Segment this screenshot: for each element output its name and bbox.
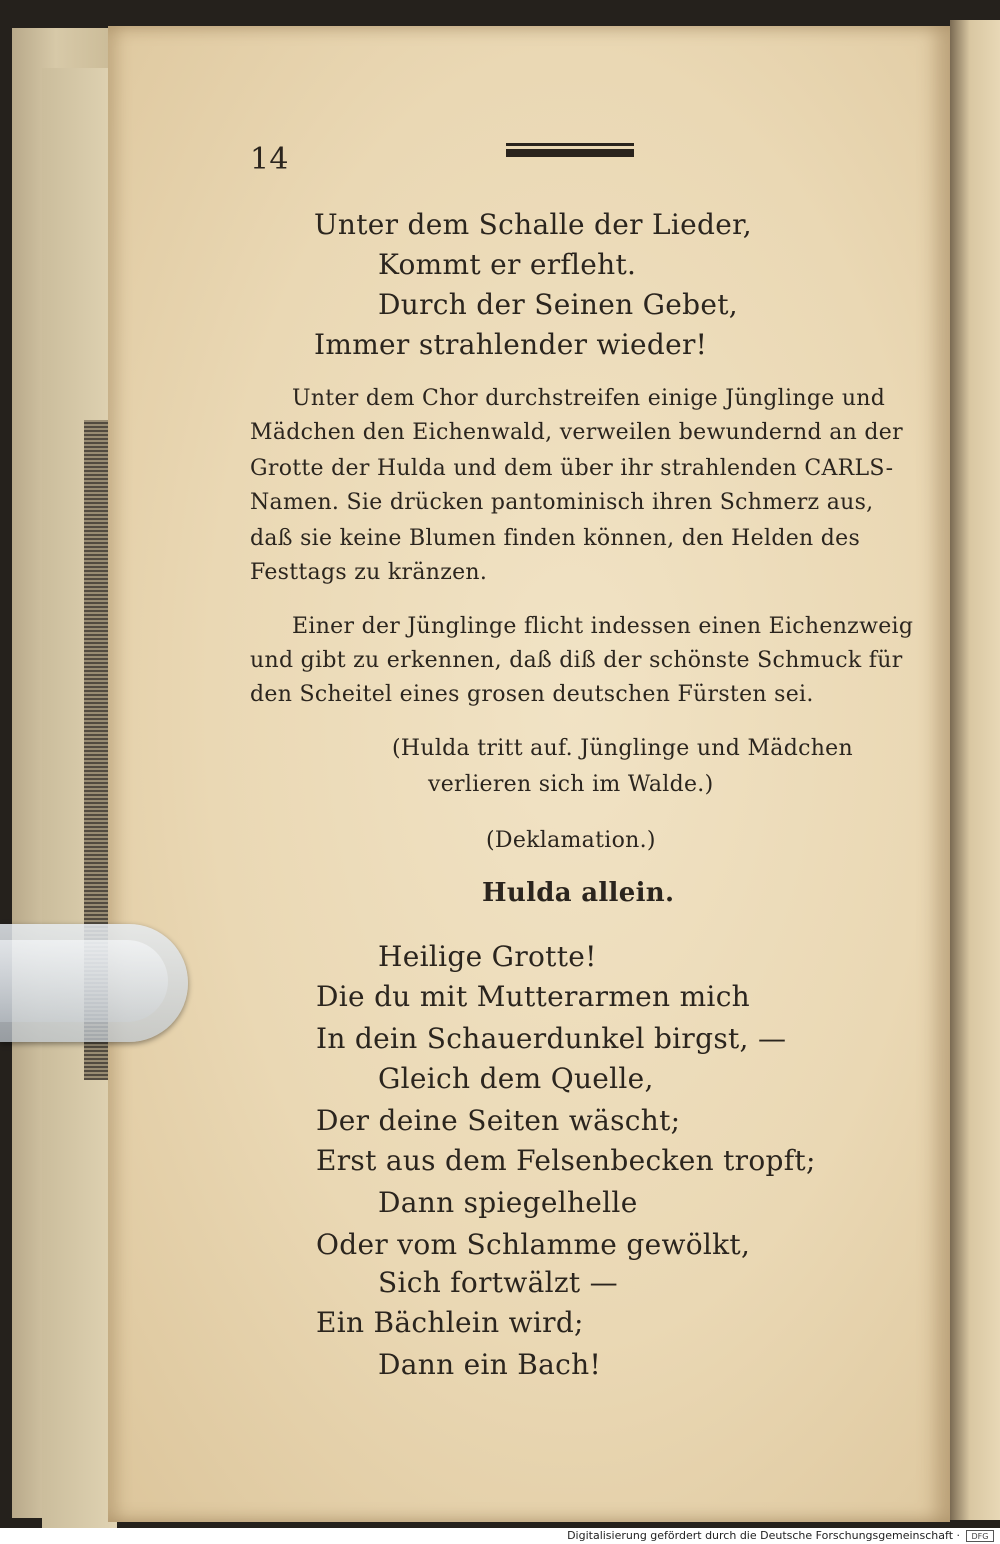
verse-line: Sich fortwälzt —	[378, 1266, 618, 1299]
speaker-heading: Hulda allein.	[482, 878, 675, 908]
verse-line: Die du mit Mutterarmen mich	[316, 980, 751, 1013]
header-rule	[506, 143, 634, 157]
entrance-note-line: verlieren sich im Walde.)	[428, 772, 714, 797]
facing-page-edge	[950, 20, 1000, 1520]
stage-direction-line: Grotte der Hulda und dem über ihr strahlenden CARLS-	[250, 456, 894, 481]
verse-line: Oder vom Schlamme gewölkt,	[316, 1228, 751, 1261]
verse-line: Heilige Grotte!	[378, 940, 597, 973]
stage-direction-line: Unter dem Chor durchstreifen einige Jünglinge und	[292, 386, 886, 411]
deklamation-label: (Deklamation.)	[486, 828, 656, 853]
stage-direction-line: Namen. Sie drücken pantominisch ihren Schmerz aus,	[250, 490, 874, 515]
verse-line: Kommt er erfleht.	[378, 248, 637, 281]
stage-direction-line: den Scheitel eines grosen deutschen Fürsten sei.	[250, 682, 814, 707]
stage-direction-line: und gibt zu erkennen, daß diß der schönste Schmuck für	[250, 648, 903, 673]
stage-direction-line: daß sie keine Blumen finden können, den Helden des	[250, 526, 861, 551]
stage-direction-line: Mädchen den Eichenwald, verweilen bewundernd an der	[250, 420, 903, 445]
stage-direction-line: Festtags zu kränzen.	[250, 560, 488, 585]
footer-credit: Digitalisierung gefördert durch die Deutsche Forschungsgemeinschaft ·	[567, 1529, 960, 1542]
verse-line: Dann ein Bach!	[378, 1348, 602, 1381]
entrance-note-line: (Hulda tritt auf. Jünglinge und Mädchen	[392, 736, 853, 761]
verse-line: Immer strahlender wieder!	[314, 328, 708, 361]
page-holder-clip	[0, 924, 188, 1042]
verse-line: Gleich dem Quelle,	[378, 1062, 654, 1095]
verse-line: Der deine Seiten wäscht;	[316, 1104, 681, 1137]
verse-line: Dann spiegelhelle	[378, 1186, 638, 1219]
verse-line: Erst aus dem Felsenbecken tropft;	[316, 1144, 816, 1177]
verse-line: Durch der Seinen Gebet,	[378, 288, 738, 321]
verse-line: In dein Schauerdunkel birgst, —	[316, 1022, 787, 1055]
stage-direction-line: Einer der Jünglinge flicht indessen einen Eichenzweig	[292, 614, 914, 639]
footer-bar	[0, 1528, 1000, 1544]
verse-line: Unter dem Schalle der Lieder,	[314, 208, 752, 241]
page-holder-highlight	[0, 940, 168, 1022]
dfg-logo: DFG	[966, 1530, 994, 1542]
verse-line: Ein Bächlein wird;	[316, 1306, 584, 1339]
page-number: 14	[250, 142, 289, 177]
